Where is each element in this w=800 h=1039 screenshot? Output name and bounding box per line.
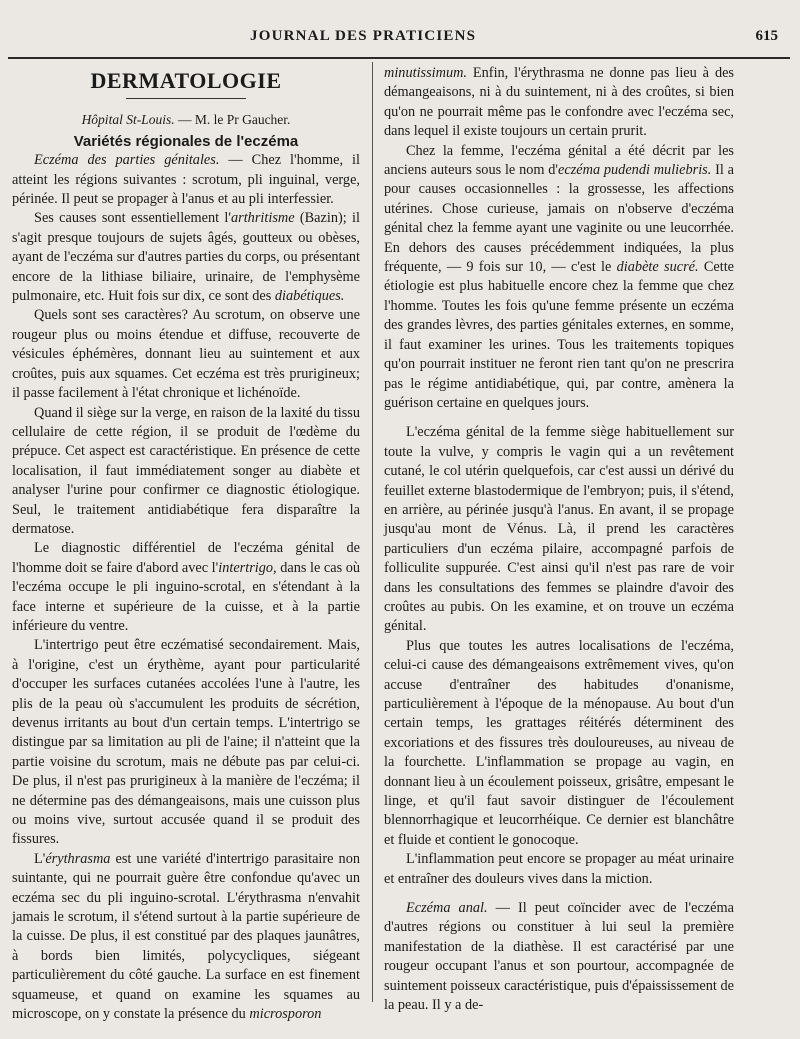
- paragraph: [12, 539, 360, 636]
- italic-term: diabète sucré.: [616, 259, 699, 276]
- paragraph: [384, 899, 734, 1015]
- paragraph: L'intertrigo peut être eczématisé secondairement. Mais, à l'origine, c'est un érythème, ayant pour particularité d'occuper les surfaces cutanées accolées l'une à l'autre, les plis de la peau où s'accumulent les produits de sécrétion, devenus irritants au bout d'un certain temps. L'intertrigo se distingue par sa limitation au pli de l'aine; il n'atteint que la partie voisine du scrotum, mais ne débute pas par celui-ci. De plus, il n'est pas prurigineux à la manière de l'eczéma; il ne détermine pas des démangeaisons, mais une cuisson plus ou moins vive, surtout accusée quand il se produit des fissures.: [12, 637, 360, 848]
- title-rule: [126, 98, 246, 99]
- paragraph: Quels sont ses caractères? Au scrotum, on observe une rougeur plus ou moins étendue et diffuse, recouverte de vésicules éphémères, donnant lieu au suintement et aux croûtes, puis aux squames. Cet eczéma est très prurigineux; il passe facilement à l'état chronique et lichénoïde.: [12, 307, 360, 402]
- header-rule: [8, 57, 790, 59]
- running-head: [0, 28, 800, 52]
- byline-place: Hôpital St-Louis.: [81, 112, 175, 128]
- page-number: 615: [755, 28, 778, 44]
- paragraph-lead: Eczéma des parties génitales.: [34, 152, 220, 169]
- italic-term: minutissimum.: [384, 65, 468, 81]
- paragraph-text: Chez la femme, l'eczéma génital a été décrit par les anciens auteurs sous le nom d': [384, 142, 734, 179]
- paragraph: [12, 151, 360, 209]
- paragraph-text: L': [34, 850, 46, 867]
- paragraph-text: Cette étiologie est plus habituelle encore chez la femme que chez l'homme. Toutes les fois qu'une femme présente un eczéma des grandes lèvres, des parties génitales externes, en somme, il faut examiner les urines. Tous les traitements topiques qu'on pourrait instituer ne feront rien tant qu'on ne prescrira pas le régime antidiabétique, qui, par contre, amènera la guérison certaine en quelques jours.: [384, 259, 735, 411]
- paragraph: [384, 142, 734, 414]
- paragraph-text: dans le cas où l'eczéma occupe le pli inguino-scrotal, en s'étendant à la face interne et supérieure de la cuisse, et à la partie inférieure du ventre.: [12, 559, 360, 634]
- paragraph: [12, 209, 360, 306]
- paragraph-text: Enfin, l'érythrasma ne donne pas lieu à des démangeaisons, ni à du suintement, ni à des croûtes, si bien qu'on ne pourrait même pas le confondre avec l'eczéma sec, dans lequel il existe toujours un certain prurit.: [384, 65, 734, 140]
- left-column: [12, 66, 360, 1025]
- paragraph-text: Ses causes sont essentiellement l': [34, 210, 231, 227]
- article-subtitle: Variétés régionales de l'eczéma: [73, 132, 299, 150]
- paragraph: [384, 64, 734, 142]
- italic-term: eczéma pudendi muliebris.: [558, 162, 712, 179]
- section-title: DERMATOLOGIE: [90, 68, 282, 93]
- paragraph-text: — Il peut coïncider avec de l'eczéma d'autres régions ou constituer à lui seul la première manifestation de la diathèse. Il est caractérisé par une rougeur occupant l'anus et son pourtour, accompagnée de suintement poisseux caractéristique, puis d'épaississement de la peau. Il y a de-: [384, 900, 734, 1014]
- italic-term: microsporon: [249, 1006, 322, 1023]
- paragraph-text: est une variété d'intertrigo parasitaire non suintante, qui ne pourrait guère être confondue qu'avec un eczéma sec du pli inguino-scrotal. L'érythrasma n'envahit jamais le scrotum, il s'étend surtout à la partie supérieure de la cuisse. De plus, il est constitué par des plaques jaunâtres, à bords bien limités, polycycliques, siégeant particulièrement du côté gauche. La surface en est finement squameuse, et quand on examine les squames au microscope, on y constate la présence du: [12, 850, 360, 1023]
- paragraph: [12, 850, 360, 1025]
- paragraph-text: Le diagnostic différentiel de l'eczéma génital de l'homme doit se faire d'abord avec l': [12, 540, 360, 576]
- paragraph-lead: Eczéma anal.: [406, 900, 488, 917]
- journal-title: JOURNAL DES PRATICIENS: [250, 28, 477, 44]
- italic-term: érythrasma: [45, 850, 111, 867]
- italic-term: diabétiques.: [274, 288, 345, 305]
- italic-term: intertrigo,: [218, 559, 277, 576]
- paragraph: Plus que toutes les autres localisations de l'eczéma, celui-ci cause des démangeaisons extrêmement vives, qu'on accuse d'entraîner des habitudes d'onanisme, particulièrement à l'époque de la ménopause. Au bout d'un certain temps, les grattages réitérés déterminent des excoriations et des fissures très douloureuses, au niveau de la fourchette. L'inflammation se propage au vagin, en donnant lieu à un écoulement poisseux, grisâtre, empesant le linge, et qu'il faut savoir distinguer de l'écoulement blennorrhagique et leucorrhéique. Ce dernier est blanchâtre et fluide et contient le gonocoque.: [384, 637, 734, 848]
- paragraph-text: (Bazin); il s'agit presque toujours de sujets âgés, goutteux ou obèses, ayant de l'eczéma sur d'autres parties du corps, ou présentant encore de la lithiase biliaire, urinaire, de l'emphysème pulmonaire, etc. Huit fois sur dix, ce sont des: [12, 210, 360, 305]
- paragraph-text: — Chez l'homme, il atteint les régions suivantes : scrotum, pli inguinal, verge, périnée. Il peut se propager à l'anus et au pli interfessier.: [12, 152, 360, 208]
- paragraph: L'eczéma génital de la femme siège habituellement sur toute la vulve, y compris le vagin qui a un revêtement cutané, le col utérin quelquefois, car c'est aussi un dérivé du feuillet externe blastodermique de l'embryon; puis, il s'étend, en arrière, au périnée jusqu'à l'anus. En avant, il se propage jusqu'au mont de Vénus. Là, il prend les caractères particuliers d'un eczéma pilaire, accompagné parfois de folliculite suppurée. C'est ainsi qu'il n'est pas rare de voir dans les consultations des femmes se plaindre d'avoir des croûtes au pubis. On les examine, et on trouve un eczéma génital.: [384, 424, 734, 635]
- right-column: [384, 64, 734, 1016]
- paragraph: Quand il siège sur la verge, en raison de la laxité du tissu cellulaire de cette région, il se produit de l'œdème du prépuce. Cet aspect est caractéristique. En présence de cette localisation, il faut immédiatement songer au diabète et analyser l'urine pour confirmer ce diagnostic étiologique. Seul, le traitement antidiabétique fera disparaître la dermatose.: [12, 404, 360, 537]
- byline: [12, 110, 360, 129]
- paragraph-text: Il a pour causes occasionnelles : la grossesse, les affections utérines. Chose curieuse, jamais on n'observe d'eczéma génital chez la femme ayant une vaginite ou une leucorrhée. En dehors des causes précédemment indiquées, la plus fréquente, — 9 fois sur 10, — c'est le: [384, 162, 734, 276]
- byline-author: — M. le Pr Gaucher.: [174, 112, 291, 128]
- italic-term: arthritisme: [231, 210, 295, 227]
- paragraph: L'inflammation peut encore se propager au méat urinaire et entraîner des douleurs vives dans la miction.: [384, 851, 734, 887]
- column-divider: [372, 62, 373, 1002]
